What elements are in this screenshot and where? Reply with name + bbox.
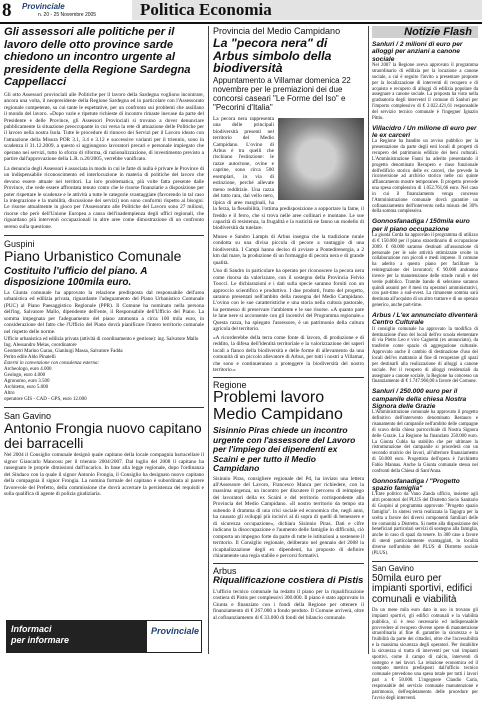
guspini-headline: Piano Urbanistico Comunale (4, 248, 182, 265)
flash-item (372, 388, 478, 474)
footer-slogan-line-1: Informaci (11, 624, 52, 634)
right-column (372, 26, 478, 701)
san-gavino-kicker: San Gavino (4, 411, 52, 422)
list-item: Archeologo, euro 4.000 (4, 367, 52, 373)
flash-item-headline: Sanluri / 2 milioni di euro per alloggi per anziani a canone sociale (372, 41, 463, 63)
divider (4, 407, 204, 408)
san-gavino-right-kicker: San Gavino (372, 563, 414, 573)
left-headline: Gli assessori alle politiche per il lavoro delle otto province sarde chiedono un incontro urgente al presidente della Regione Sardegna Cappellacci (4, 26, 191, 89)
flash-item-body: L'Amministrazione comunale ha approvato il progetto definitivo dell'intervento denominato Restauro e risanamento del campanile nell'ambito delle campagne di scavo della chiesa parrocchiale di Nostra Signora delle Grazie. La Regione ha finanziato 250.000 euro. La Giunta Cubla ha stabilito che per ultimare la ristrutturazione del campanile si procederà con un secondo stralcio dei lavori, all'ulteriore finanziamento di 50.000 euro. Progettista dell'opera è l'architetto Fabio Mannas. Anche la Giunta comunale stessa nei confronti della Chiesa di Sant'Anna. (372, 410, 478, 474)
issue-info: n. 20 - 25 Novembre 2005 (38, 12, 97, 18)
divider (372, 561, 478, 562)
list-item: Geologo, euro 4.000 (4, 373, 46, 379)
flash-item-headline: Sanluri / 250.000 euro per il campanile della chiesa Nostra Signora delle Grazie (372, 388, 467, 410)
divider (213, 377, 364, 378)
footer-slogan-line-2: per informare (11, 634, 70, 645)
flash-item-headline: Gonnosfanadiga / "Progetto spazio famiglia" (372, 477, 460, 492)
flash-item (372, 41, 478, 122)
san-gavino-body: Nel 2004 il Consiglio comunale designò quale capitano della locale compagnia barracellare il signor Giancarlo Mancosu per il triennio 2004/2007. Dal luglio del 2008 il capitano ha rassegnato le proprie dimissioni dall'incarico. In base alla legge regionale, dopo l'ordinanza del Sindaco con la quale il signor Antonio Frongia, il Consiglio ha designato nuovo capitano della compagnia il signor Frongia. La nomina formale del capitano è subordinata al parere favorevole del Prefetto, della commissione che dovrà accertare la persistenza dei requisiti e sulla qualifica di agente di polizia giudiziaria. (4, 452, 204, 498)
region-headline: Problemi lavoro Medio Campidano (213, 389, 343, 424)
pecora-body-4: «A ricorderebbe della terra come fonte di lavoro, di produzione e di reddito, la difesa dell'identità territoriale e la valorizzazione dei saperi locali a fianco della biodiversità e delle forme di allevamento da una comunità di un piccolo allevatore di Arbus, per tutti i nostri a Villamar, che sono e continueranno a proteggere la biodiversità del nostro territorio.» (213, 334, 364, 373)
flash-item-headline: Villacidro / Un milione di euro per le ex carceri (372, 124, 477, 139)
sheep-photo (278, 118, 364, 200)
flash-item (372, 218, 478, 309)
masthead (0, 0, 482, 22)
arbus-headline: Riqualificazione costiera di Pistis (213, 575, 364, 587)
notizie-flash-banner: Notizie Flash (372, 26, 478, 38)
header-rule (0, 22, 482, 24)
flash-item (372, 312, 478, 385)
pecora-kicker: Provincia del Medio Campidano (213, 26, 341, 36)
divider (4, 235, 204, 236)
flash-item-body: La Regione ha bandito un avviso pubblico per la presentazione da parte degli enti locali di progetti di recupero del patrimonio edilizio dei beni culturali. L'Amministrazione Fanni ha aderito presentando il progetto denominato Recupero e riuso funzionale dell'edificio storico delle ex carceri, che prevede la riconversione ad archivio storico nelle cui quinte affiancamento mostre temporanee. Il progetto prevede una spesa complessiva di 1.052.761,66 euro. Nel caso in cui il finanziamento venga concesso l'Amministrazione comunale dovrà garantire un cofinanziamento dell'intervento nella misura del 30% della somma complessiva. (372, 139, 478, 215)
guspini-subheadline: Costituito l'ufficio del piano. A disposizione 100mila euro. (4, 265, 148, 288)
guspini-list (4, 337, 204, 403)
pecora-body-3: Uno di Sandro in particolare ha operato per riconoscere la pecora nera come risorsa da valorizzare, con il sostegno della Provincia Felvio Toocci. Le dichiarazioni e i dati sulla specie saranno forniti con un approccio scientifico e produttivo. I due prodotti, frutto del progetto, saranno presentati nell'ambito della rassegna del Medio Campidano. L'ovino con le sue caratteristiche e una storia nella cultura pastorale, ha permesso di preservare l'ambiente e le sue risorse. «A quanto pare le lane nere si acconsente con gli incentivi del Programma regionale.» Questa razza, ha spiegato l'assessore, è un patrimonio della cultura agricola del territorio. (213, 268, 364, 333)
list-item: Altro (4, 391, 15, 397)
flash-item-headline: Gonnosfanadiga / 150mila euro per il piano occupazione (372, 218, 470, 233)
flash-item-body: La giunta Corda ha approvato il programma di utilizzo di € 150.000 per il piano straordinario di occupazione 2009. € 60.000 saranno destinati all'assunzione di personale per le sole attività ottimizzate svolte in collaborazione con piccoli e medi imprese. Il comune ha aderito a questo piano per facilitare la reintegrazione dei lavoratori; € 90.000 andranno invece per la manutenzione delle strade rurali e del verde pubblico. Tramite bando di selezione saranno quindi assunti per 8 mesi tra operatori amministrativi, con part-time a sud-ovest. La rimanente somma sarà destinata all'acquisto di un altro trattore e di un operaio generico, anche part-time. (372, 233, 478, 309)
pecora-body-2: Museo e Sandro Lampis di Arbus insegna che la tradizione rurale condotta su una divisa piccola di pecore a vantaggio di una biodiversità. I Campi hanno deciso di avviare a Pontedirenergia, a 2 km dal mare, la produzione di un formaggio di pecora nera e di grande qualità. (213, 233, 364, 266)
list-item: Ufficio urbanistica ed edilizia privata (attività di coordinamento e gestione): ing. Salvatore Mallo (4, 337, 199, 343)
flash-item-headline: Arbus / L'ex annunciato diventerà Centro Culturale (372, 312, 478, 327)
footer-slogan (7, 621, 147, 652)
footer-banner (6, 620, 202, 653)
left-article-body-2: La denuncia degli Assessori è associata in modo in cui le fatte di nulla è privare le Province di un indispensabile riconoscimento ed interlocuzione in materia di politiche del lavoro che devono essere attuate nei territori. La loro problematica, più volte fatta presente dalle Province, che vede essere affrontata tenuto conto che le risorse finanziarie a disposizione per poter rispettare le scadenze e le attività a tutte le categorie svantaggiate (favorendo in tal caso la integrazione e la mobilità, discussione dei servizi) non sono conformi rispetto ai bisogni. Le risorse attualmente in gioco per l'Assessorato alle Politiche del Lavoro sono 27 milioni, risorse che però dell'Unione Europea a causa dell'inadempienza degli uffici regionali, che riguardano più interventi occupazionali in altre aree come dimostrazione di un confronto sereno sulla questione. (4, 165, 204, 230)
newspaper-logo: Provinciale (22, 2, 65, 11)
region-kicker: Regione (213, 380, 247, 391)
column-divider-left (208, 26, 209, 654)
list-item: Ing. Alessandro Melas, coordinatore (4, 343, 77, 349)
section-title: Politica Economia (132, 0, 482, 20)
footer-logo: Provinciale (151, 626, 200, 636)
divider (213, 563, 364, 564)
arbus-body: L'ufficio tecnico comunale ha redatto il piano per la riqualificazione costiera di Pistis per complessivi 300.000. Il piano è stato approvato in Giunta e finanziato con i fondi della Regione per ottenere il finanziamento di € 267.000 a fondo perduto. Il Comune arriverà, oltre al cofinanziamento di € 33.000 di fondi del bilancio comunale. (213, 588, 364, 621)
pecora-headline: La "pecora nera" di Arbus simbolo della biodiversità (213, 36, 332, 76)
list-item: Esterni in convenzione con consulenza esterna: (4, 361, 100, 367)
list-item: Architetto, euro 5.000 (4, 385, 49, 391)
list-item: operatore GIS - CAD - GPS, euro 12.000 (4, 397, 87, 403)
left-column (4, 26, 204, 616)
flash-item (372, 125, 478, 216)
flash-item-body: Nel 2007 la Regione aveva approvato il programma straordinario di edilizia per la locazione a canone sociale, a cui è seguito l'invito a presentare proposte per la localizzazione di interventi di recupero e di acquisto e recupero di alloggi di edilizia popolare da assegnare a canone sociale. La proposta ha visto nella graduatoria degli interventi il comune di Sanluri per l'importo complessivo di € 2.022.421,61 responsabile del servizio tecnico comunale è l'ingegner Ignazio Pittiu. (372, 63, 478, 121)
san-gavino-right-headline: 50mila euro per impianti sportivi, edifici comunali e viabilità (372, 572, 473, 606)
column-divider-right (368, 26, 369, 654)
list-item: Agronomo, euro 3.500 (4, 379, 50, 385)
arbus-kicker: Arbus (213, 566, 237, 577)
flash-item-body: Il consiglio comunale ha approvato la modifica di destinazione d'uso dei locali dell'ex scuola elementare di via Pietro Leo e vico Cagnemi (ex annunciato), da trasferire come spazio di aggregazione culturale. Approvato anche il cambio di destinazione d'uso dei locali dell'ex mattatoio al fine di recuperare gli spazi per destinarli alla realizzazione di alloggi a canone sociale. Per il recupero di alloggi residenziali da assegnare a canone sociale, la Regione ha concesso un finanziamento di € 1.747.960,00 a favore del Comune. (372, 326, 478, 385)
guspini-body: La Giunta comunale ha approvato la relazione predisposta dal responsabile dell'area urbanistica ed edilizia privata, riguardante l'adeguamento del Piano Urbanistico Comunale (PUC) al Piano Paesaggistico Regionale (PPR). Il Comune ha nominato nella persona dell'ing. Salvatore Mallo, dipendente dell'ente, il Responsabile dell'Ufficio del Piano. La somma impegnata per l'adeguamento del piano ammonta a circa 100 mila euro, in considerazione del fatto che l'Ufficio del Piano dovrà pianificare l'intero territorio comunale nel rispetto delle norme. (4, 289, 204, 335)
region-subheadline: Sisinnio Piras chiede un incontro urgente con l'assessore del Lavoro per l'impiego dei dipendenti ex Scaini e per tutto il Medio Campidano (213, 425, 356, 474)
middle-column (213, 26, 364, 654)
page-number: 8 (2, 0, 12, 21)
flash-item-body: L'Ente politico da Vano Zanda ufficio, insieme agli altri promotori del PLUS del Distretto Socio Sanitario di Guspini al programma approvato "Progetto spazio famiglia". In sintesi verrà realizzata la Tagogra per la scelta a favore dei diversi componenti familiari delle tre comunità a Distretto. Si mette alla disposizione dei beneficiari particolari servizi di sostegno alla famiglia, anche in caso di spazi da tenere. In 300 case a favore di utenti particolarmente svantaggiati, in località diverse nell'ambito del PLUS di Distretto sociale (PLUS). (372, 492, 478, 556)
region-body: Sisinnio Piras, consigliere regionale del Pd, ha inviato una lettera all'Assessore del Lavoro, Francesco Manca per richiedere, con la massima urgenza, un incontro per discutere il percorso di reimpiego dei lavoratori della ex Scaini e del territorio corrispondente alla Provincia del Medio Campidano. «Il nostro territorio da tempo sta subendo il dramma di una crisi sociale ed economica che, negli anni, ha causato gli sviluppi più incisivi al di sopra di quelli di benessere e di sicurezza occupazione», dichiara Sisinnio Piras. Dati e cifre indicano la disoccupazione e l'aumento delle famiglie in difficoltà, ciò comporta un impegno forte da parte di tutte le istituzioni a sostenere il territorio. Il Consiglio regionale, deliberato nel gennaio del 2008 la ricapitalizzazione degli ex dipendenti, ha proposto di definire chiaramente una regia stabile e percorsi formativi. (213, 475, 364, 560)
pecora-subheadline: Appuntamento a Villamar domenica 22 novembre per le premiazioni dei due concorsi caseari "Le Forme del Iso" e "Pecorini d'Italia" (213, 75, 351, 112)
flash-item (372, 478, 478, 557)
list-item: Geometri Marino Garau, Gianluigi Massa, Salvatore Fadda (4, 349, 123, 355)
pecora-body-1: La pecora nera rappresenta una delle principali biodiversità presenti nel territorio del Medio Campidano. L'ovino di Arbus è tra quelli che rischiano l'estinzione: le razze autoctone, ovine e caprine, sono circa 500 esemplari, in via di estinzione, perché allevate meno redditizie. Una razza del tutto rara, dal vello nero, tipica di aree marginali, ha la ferza, la flessibilità, l'ottima predisposizione a sopportare la fame, il freddo e il ferro, che si trova nelle aree collinari e montane. Le sue capacità di resistenza, la frugalità e la rusticità ne fanno un modello di biodiversità da tutelare. (213, 115, 364, 232)
san-gavino-headline: Antonio Frongia nuovo capitano dei barracelli (4, 420, 202, 451)
guspini-kicker: Guspini (4, 239, 35, 250)
san-gavino-right-body: Da un mese mila euro dato in uso in trovano gli impianti sportivi, gli edifici comunali e la viabilità pubblica, si è reso necessario ed indispensabile provvedere al recupero diverse opere di manutenzione straordinaria al fine di garantire la sicurezza e la fruibilità da parte dei cittadini, oltre che l'accessibilità e la massima sicurezza degli operatori. Per ristabilire la sicurezza si tratta di interventi per vari impianti sportivi, come il campo di calcio, interventi di sostegno e nei lavori. La relazione economica ed il computo metrico predisposti dall'ufficio tecnico comunale prevedono una spesa totale per tutti i lavori pari a € 50.000. L'ingegnere Claudio Caria, responsabile del servizio comunale manutenzione e patrimonio, dell'espletamento delle procedure per l'avvio degli interventi. (372, 608, 478, 701)
list-item: Perito edile Aldo Pinatelli (4, 355, 56, 361)
left-article-body-1: Gli otto Assessori provinciali alle Politiche per il lavoro della Sardegna vogliono incontrare, ancora una volta, il neopresidente della Regione Sardegna ed in particolare con l'Assessorato regionale competente, su cui tante le espettative, per un confronto sui problemi che assillano il mondo del lavoro. «Dopo varie e ripetute richieste di incontro rimaste inevase da parte del Presidente e delle Province, gli Assessori Provinciali si trovano a dover denunciare pubblicamente la situazione preoccupante in cui versa la rete di attuazione delle Politiche per il lavoro nella nostra Isola. Tutte le procedure di rinnovo dei Servizi per il Lavoro ideato con l'attuazione della Misura POR 3.1, 3.4 e 3.12 e successive varianti per il triennio, sono in scadenza il 31.12.2009, a questo si aggiungono lavoratori precari e personale impiegato che operano nei servizi, tutto lo sforzo di riforma, di razionalizzazione, di investimento previsto a partire dall'approvazione della L.R. n.20/2005, verrebbe vanificato. (4, 91, 204, 163)
